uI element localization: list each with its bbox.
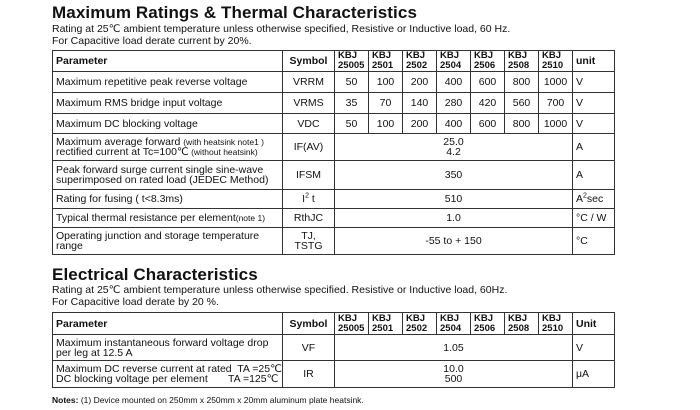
row-symbol: IR (283, 361, 335, 388)
fusing-unit-sup: 2 (583, 192, 587, 200)
row-unit: μA (573, 361, 615, 388)
vf-line2: per leg at 12.5 A (56, 346, 133, 359)
ir-line2: DC blocking voltage per element TA =125℃ (56, 373, 279, 385)
row-value: 100 (369, 114, 403, 134)
row-parameter: Maximum RMS bridge input voltage (53, 93, 283, 114)
header-model: KBJ 2502 (403, 313, 437, 335)
row-symbol: VF (283, 335, 335, 361)
table-row (53, 134, 615, 161)
row-unit: V (573, 72, 615, 93)
avg-line2-note: (without heatsink) (188, 147, 258, 157)
ir-value-2: 500 (444, 373, 463, 385)
row-parameter (53, 228, 283, 255)
row-value: 1000 (539, 72, 573, 93)
header-model: KBJ 25005 (335, 51, 369, 72)
header-model: KBJ 2504 (437, 51, 471, 72)
table-row (53, 93, 615, 114)
electrical-note-2: For Capacitive load derate by 20 %. (52, 296, 219, 308)
table-row (53, 335, 615, 361)
row-unit: A (573, 134, 615, 161)
row-unit: V (573, 93, 615, 114)
table-row (53, 114, 615, 134)
table-row (53, 161, 615, 190)
row-parameter: Maximum repetitive peak reverse voltage (53, 72, 283, 93)
header-symbol: Symbol (283, 313, 335, 335)
surge-line2: superimposed on rated load (JEDEC Method) (56, 174, 269, 186)
row-value: 100 (369, 72, 403, 93)
temp-symbol-2: TSTG (294, 240, 323, 252)
header-unit: Unit (573, 313, 615, 335)
row-value: 510 (335, 190, 573, 209)
header-model: KBJ 2508 (505, 313, 539, 335)
row-symbol: VRMS (283, 93, 335, 114)
row-symbol: IF(AV) (283, 134, 335, 161)
row-symbol: IFSM (283, 161, 335, 190)
row-symbol: VRRM (283, 72, 335, 93)
row-value (335, 134, 573, 161)
row-value: 350 (335, 161, 573, 190)
header-model: KBJ 2506 (471, 51, 505, 72)
elec-header-row (53, 313, 615, 335)
row-value: 70 (369, 93, 403, 114)
max-ratings-table (52, 50, 615, 255)
row-value: 50 (335, 72, 369, 93)
row-value: 600 (471, 72, 505, 93)
avg-line1-note: (with heatsink note1 ) (183, 137, 265, 147)
avg-value-2: 4.2 (446, 146, 461, 158)
max-ratings-note-2: For Capacitive load derate current by 20%. (52, 35, 252, 47)
row-symbol (283, 228, 335, 255)
avg-line1: Maximum average forward (56, 136, 184, 148)
row-value: 50 (335, 114, 369, 134)
header-parameter: Parameter (53, 313, 283, 335)
fusing-symbol-tail: t (308, 193, 315, 205)
row-value: 280 (437, 93, 471, 114)
fusing-unit-tail: sec (586, 193, 604, 205)
fusing-symbol-sup: 2 (305, 192, 309, 200)
row-value: 600 (471, 114, 505, 134)
header-model: KBJ 2502 (403, 51, 437, 72)
footnote (52, 395, 364, 405)
row-value: 560 (505, 93, 539, 114)
row-value: 1.05 (335, 335, 573, 361)
header-model: KBJ 2501 (369, 51, 403, 72)
electrical-title: Electrical Characteristics (52, 265, 258, 284)
row-unit: °C / W (573, 209, 615, 228)
temp-line1: Operating junction and storage temperature (56, 230, 260, 242)
footnote-text: (1) Device mounted on 250mm x 250mm x 20mm aluminum plate heatsink. (78, 395, 364, 405)
row-symbol: VDC (283, 114, 335, 134)
row-unit (573, 190, 615, 209)
electrical-table (52, 312, 615, 388)
row-value: -55 to + 150 (335, 228, 573, 255)
surge-line1: Peak forward surge current single sine-wave (56, 164, 264, 176)
avg-line2: rectified current at Tc=100℃ (56, 146, 189, 158)
temp-line2: range (56, 240, 83, 252)
row-value: 800 (505, 114, 539, 134)
header-model: KBJ 2506 (471, 313, 505, 335)
row-parameter (53, 134, 283, 161)
row-value: 35 (335, 93, 369, 114)
row-parameter (53, 335, 283, 361)
row-parameter (53, 209, 283, 228)
table-row (53, 190, 615, 209)
ir-line1: Maximum DC reverse current at rated TA =25℃ (56, 363, 282, 375)
ir-value-1: 10.0 (443, 363, 464, 375)
row-unit: A (573, 161, 615, 190)
table-row (53, 209, 615, 228)
row-value: 400 (437, 114, 471, 134)
header-parameter: Parameter (53, 51, 283, 72)
header-model: KBJ 2504 (437, 313, 471, 335)
row-value (335, 361, 573, 388)
header-model: KBJ 25005 (335, 313, 369, 335)
header-symbol: Symbol (283, 51, 335, 72)
table-row (53, 361, 615, 388)
max-ratings-title: Maximum Ratings & Thermal Characteristics (52, 3, 417, 22)
row-unit: V (573, 114, 615, 134)
row-value: 700 (539, 93, 573, 114)
row-value: 1000 (539, 114, 573, 134)
row-value: 200 (403, 114, 437, 134)
row-parameter: Rating for fusing ( t<8.3ms) (53, 190, 283, 209)
header-model: KBJ 2508 (505, 51, 539, 72)
row-unit: V (573, 335, 615, 361)
row-parameter (53, 161, 283, 190)
row-value: 400 (437, 72, 471, 93)
header-unit: unit (573, 51, 615, 72)
row-parameter (53, 361, 283, 388)
fusing-unit-base: A (576, 193, 584, 205)
row-symbol (283, 190, 335, 209)
header-model: KBJ 2510 (539, 51, 573, 72)
row-parameter: Maximum DC blocking voltage (53, 114, 283, 134)
avg-value-1: 25.0 (443, 136, 464, 148)
row-value: 800 (505, 72, 539, 93)
table-row (53, 228, 615, 255)
thermal-note: (note 1) (235, 213, 266, 223)
table-row (53, 72, 615, 93)
electrical-note-1: Rating at 25℃ ambient temperature unless otherwise specified. Resistive or Inductive load, 60Hz. (52, 284, 508, 296)
row-value: 200 (403, 72, 437, 93)
fusing-symbol-base: I (302, 193, 306, 205)
row-symbol: RthJC (283, 209, 335, 228)
row-value: 140 (403, 93, 437, 114)
header-model: KBJ 2501 (369, 313, 403, 335)
vf-line1: Maximum instantaneous forward voltage drop (56, 336, 269, 349)
thermal-param: Typical thermal resistance per element (56, 212, 236, 224)
temp-symbol-1: TJ, (301, 230, 316, 242)
row-unit: °C (573, 228, 615, 255)
header-model: KBJ 2510 (539, 313, 573, 335)
max-ratings-note-1: Rating at 25℃ ambient temperature unless otherwise specified, Resistive or Inductive load, 60 Hz. (52, 23, 511, 35)
max-header-row (53, 51, 615, 72)
row-value: 420 (471, 93, 505, 114)
row-value: 1.0 (335, 209, 573, 228)
footnote-label: Notes: (52, 395, 79, 405)
